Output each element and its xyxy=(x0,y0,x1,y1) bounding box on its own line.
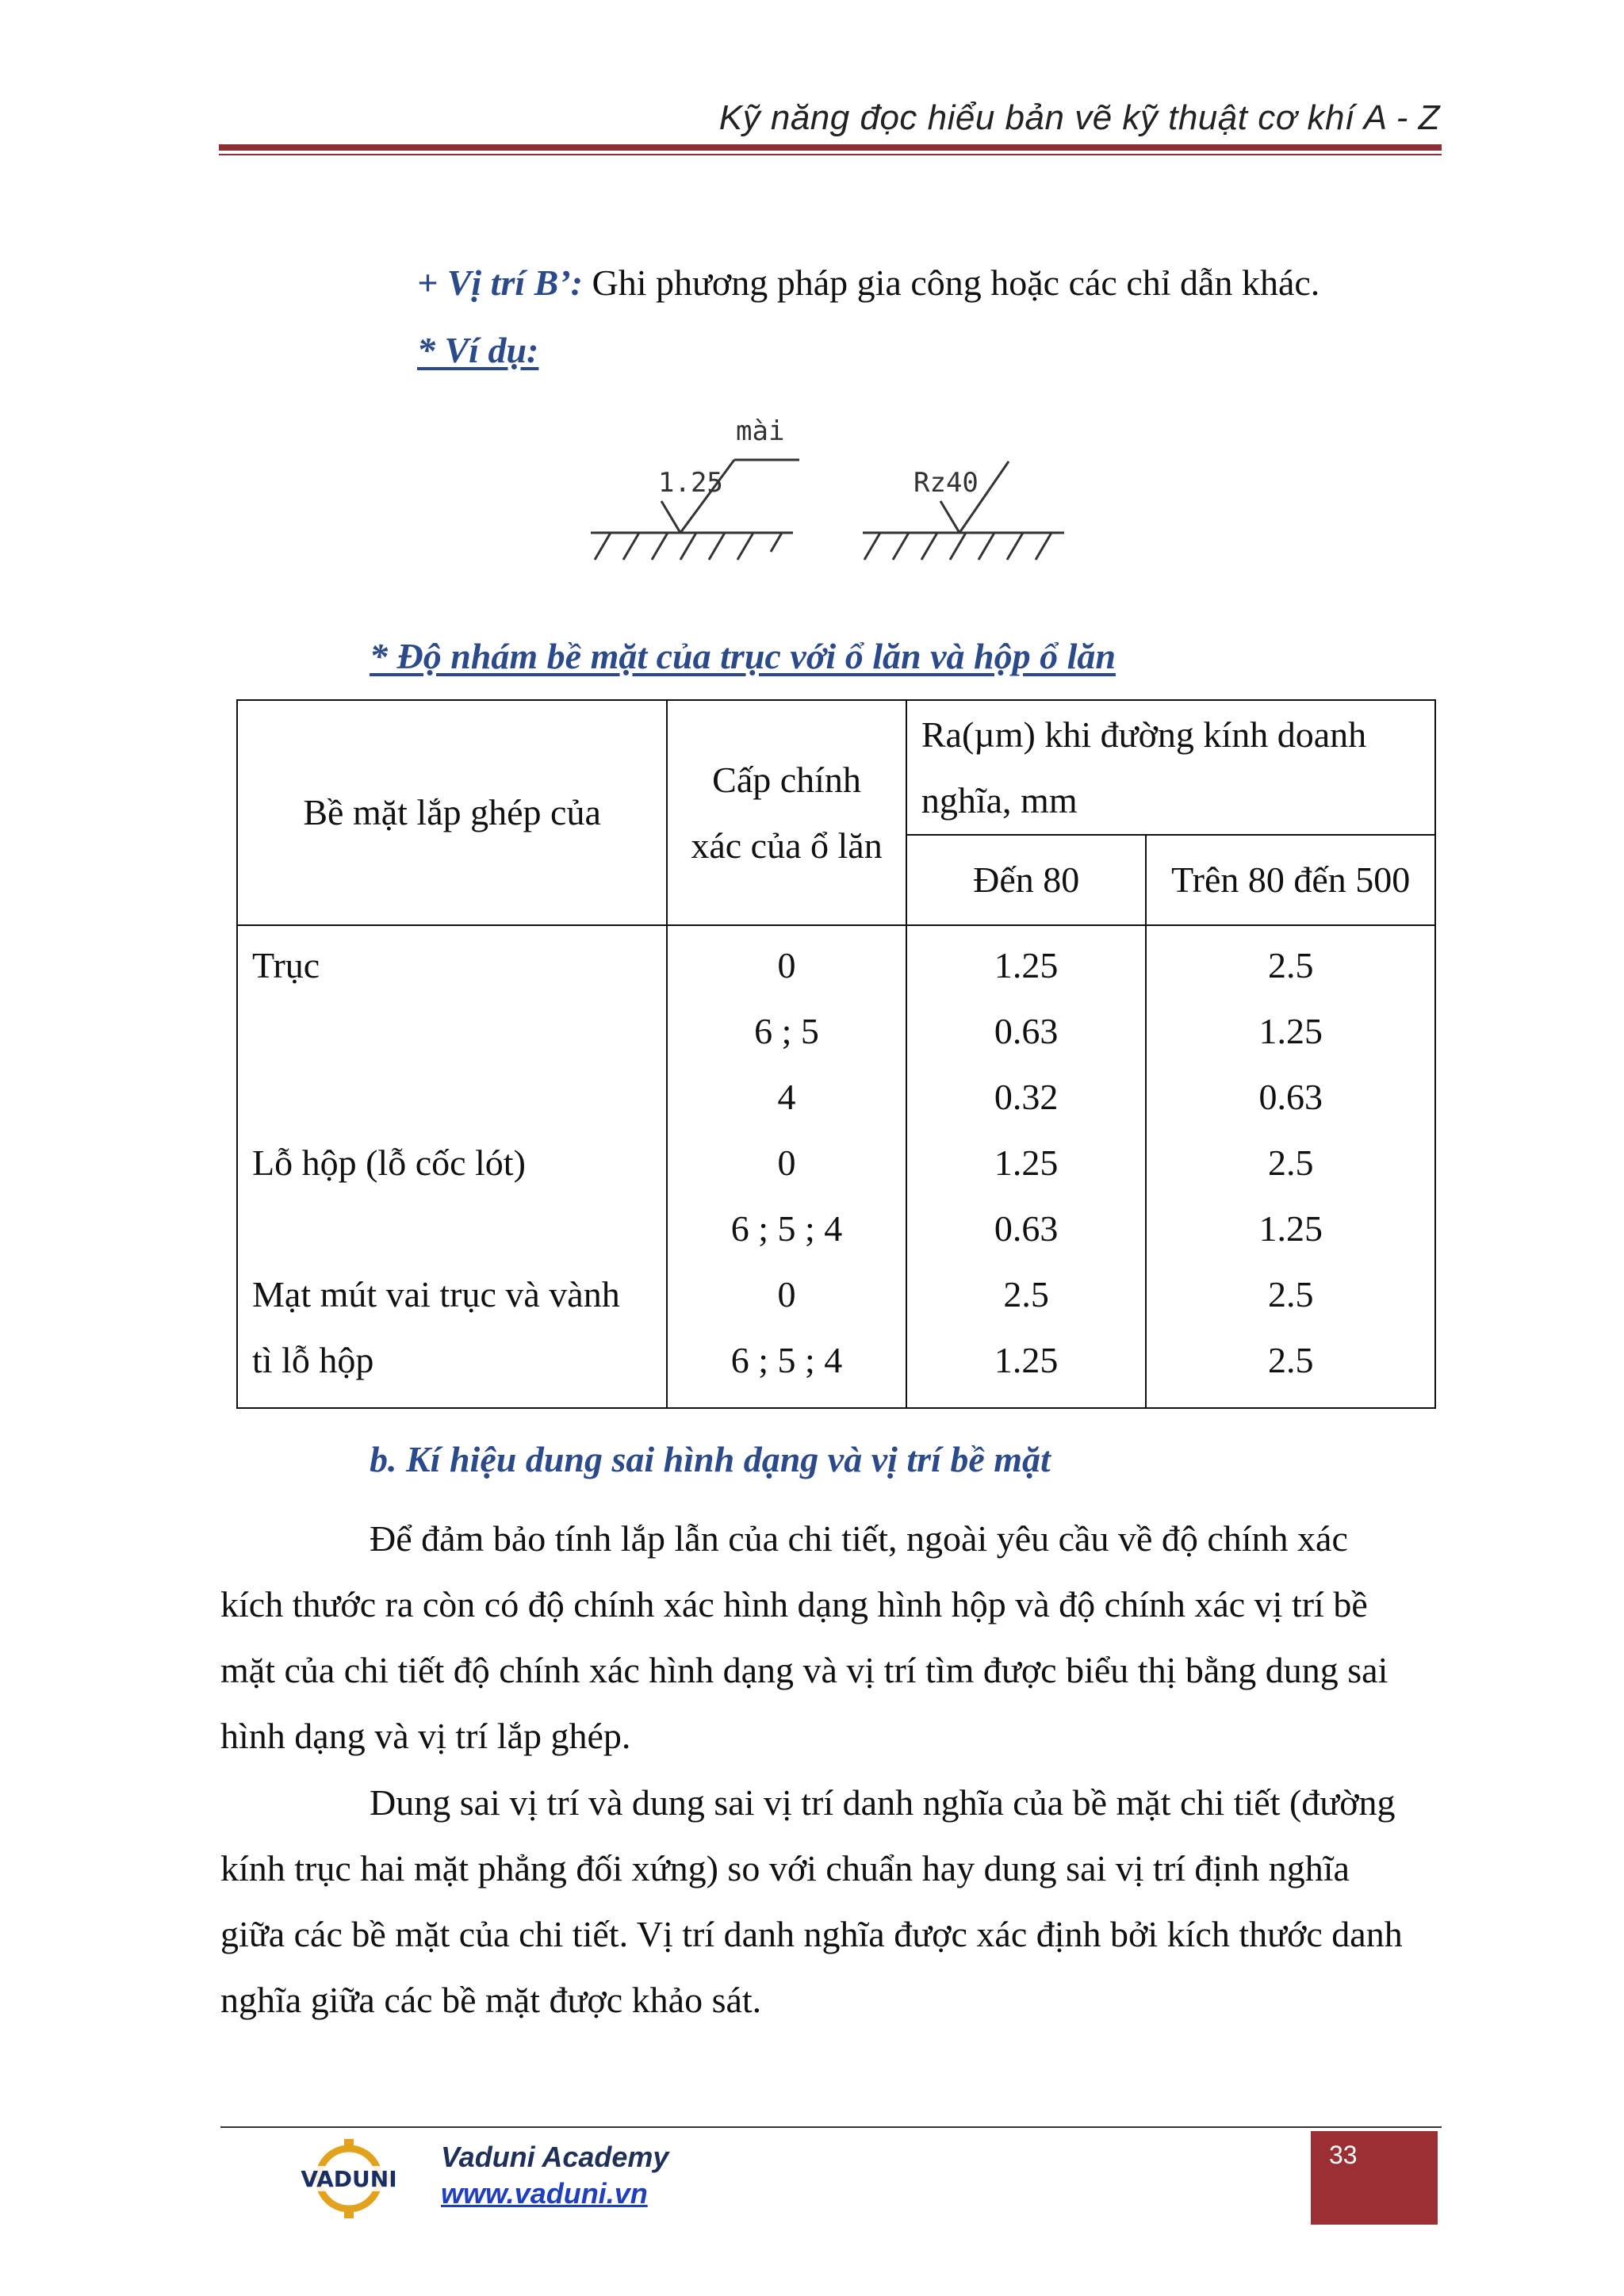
roughness-table xyxy=(236,699,1436,1409)
figure-note-grinding: mài xyxy=(736,415,785,447)
page-number: 33 xyxy=(1329,2141,1358,2169)
position-b-line xyxy=(417,250,1320,316)
table-cell: 2.5 xyxy=(1267,1142,1314,1183)
paragraph-line: hình dạng và vị trí lắp ghép. xyxy=(220,1716,631,1756)
table-cell: 0 xyxy=(777,945,796,985)
header-surface: Bề mặt lắp ghép của xyxy=(237,700,667,925)
header-rule-thin xyxy=(219,154,1442,155)
header-rule xyxy=(219,144,1442,151)
paragraph-2 xyxy=(220,1770,1438,2033)
paragraph-line: Để đảm bảo tính lắp lẫn của chi tiết, ngoài yêu cầu về độ chính xác xyxy=(370,1518,1348,1559)
header-to-80: Đến 80 xyxy=(906,835,1147,925)
table-cell: 2.5 xyxy=(1267,1274,1314,1314)
section-b-heading: b. Kí hiệu dung sai hình dạng và vị trí bề mặt xyxy=(370,1439,1051,1479)
figure-left-value: 1.25 xyxy=(658,467,723,499)
table-cell: 0.63 xyxy=(1258,1077,1323,1117)
table-cell: 4 xyxy=(777,1077,796,1117)
table-cell: 6 ; 5 ; 4 xyxy=(730,1208,843,1249)
table-cell: 1.25 xyxy=(994,1340,1059,1380)
table-cell: Mạt mút vai trục và vành xyxy=(252,1274,620,1314)
table-cell: 2.5 xyxy=(1267,945,1314,985)
paragraph-line: kích thước ra còn có độ chính xác hình dạng hình hộp và độ chính xác vị trí bề xyxy=(220,1584,1368,1624)
table-cell: Lỗ hộp (lỗ cốc lót) xyxy=(252,1142,526,1183)
table-cell: 0 xyxy=(777,1142,796,1183)
footer-website-link[interactable]: www.vaduni.vn xyxy=(441,2177,648,2210)
position-b-text: Ghi phương pháp gia công hoặc các chỉ dẫn khác. xyxy=(582,262,1320,303)
roughness-symbols-figure xyxy=(555,404,1078,587)
paragraph-line: giữa các bề mặt của chi tiết. Vị trí danh nghĩa được xác định bởi kích thước danh xyxy=(220,1914,1403,1954)
paragraph-line: Dung sai vị trí và dung sai vị trí danh nghĩa của bề mặt chi tiết (đường xyxy=(370,1782,1396,1823)
header-ra: Ra(µm) khi đường kính doanh nghĩa, mm xyxy=(906,700,1435,835)
table-cell: 6 ; 5 ; 4 xyxy=(730,1340,843,1380)
position-b-label: + Vị trí B’: xyxy=(417,262,583,303)
paragraph-line: nghĩa giữa các bề mặt được khảo sát. xyxy=(220,1980,762,2020)
vaduni-logo xyxy=(285,2134,412,2221)
table-cell: 2.5 xyxy=(1003,1274,1049,1314)
table-cell: 1.25 xyxy=(1258,1011,1323,1051)
table-cell: 2.5 xyxy=(1267,1340,1314,1380)
footer-org-name: Vaduni Academy xyxy=(441,2141,669,2173)
footer-rule xyxy=(220,2126,1442,2128)
table-cell: 1.25 xyxy=(1258,1208,1323,1249)
column-to-80 xyxy=(906,925,1147,1408)
paragraph-line: kính trục hai mặt phẳng đối xứng) so với chuẩn hay dung sai vị trí định nghĩa xyxy=(220,1848,1350,1888)
column-over-80 xyxy=(1146,925,1435,1408)
table-cell: 0.32 xyxy=(994,1077,1059,1117)
table-cell: 0.63 xyxy=(994,1011,1059,1051)
running-header-title: Kỹ năng đọc hiểu bản vẽ kỹ thuật cơ khí A - Z xyxy=(718,98,1440,137)
table-cell: 1.25 xyxy=(994,1142,1059,1183)
table-cell: Trục xyxy=(252,945,320,985)
table-cell: 1.25 xyxy=(994,945,1059,985)
header-over-80: Trên 80 đến 500 xyxy=(1146,835,1435,925)
column-grade xyxy=(667,925,906,1408)
table-title: * Độ nhám bề mặt của trục với ổ lăn và hộp ổ lăn xyxy=(370,636,1116,676)
table-cell xyxy=(252,1064,666,1130)
table-cell xyxy=(252,998,666,1064)
paragraph-line: mặt của chi tiết độ chính xác hình dạng và vị trí tìm được biểu thị bằng dung sai xyxy=(220,1650,1388,1690)
table-cell: tì lỗ hộp xyxy=(252,1340,374,1380)
figure-right-value: Rz40 xyxy=(914,467,979,499)
paragraph-1 xyxy=(220,1506,1438,1769)
logo-text: VADUNI xyxy=(301,2166,397,2192)
table-cell xyxy=(252,1196,666,1261)
header-grade: Cấp chính xác của ổ lăn xyxy=(667,700,906,925)
table-cell: 0.63 xyxy=(994,1208,1059,1249)
column-surface xyxy=(237,925,667,1408)
example-label: * Ví dụ: xyxy=(417,330,539,370)
table-cell: 6 ; 5 xyxy=(754,1011,819,1051)
table-cell: 0 xyxy=(777,1274,796,1314)
